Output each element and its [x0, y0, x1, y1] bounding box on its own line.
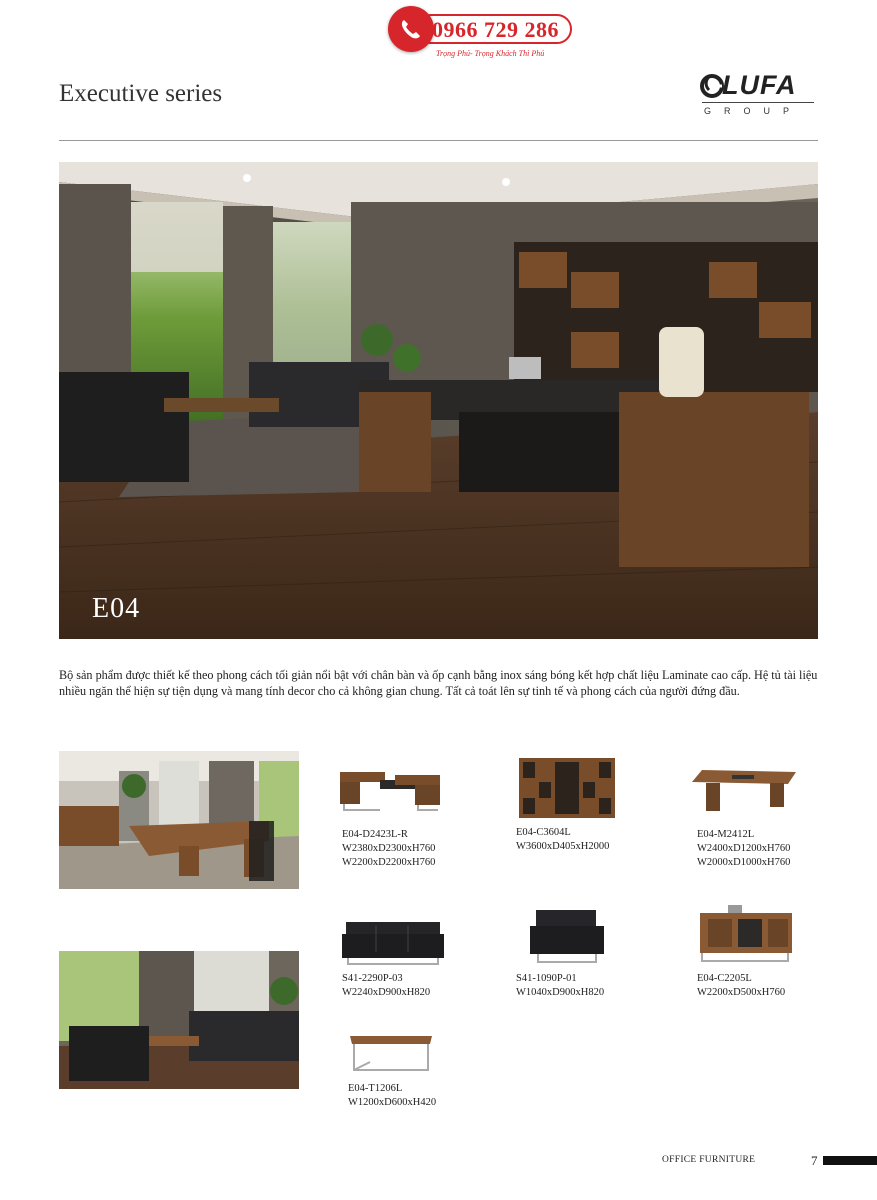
product-dimension: W2240xD900xH820: [342, 987, 431, 998]
header-divider: [59, 140, 818, 141]
product-image-desk: [340, 770, 442, 812]
phone-icon: [388, 6, 434, 52]
product-code: E04-C2205L: [697, 973, 752, 984]
product-dimension: W1200xD600xH420: [348, 1097, 437, 1108]
footer-bar: [823, 1156, 877, 1165]
page-title: Executive series: [59, 80, 223, 107]
page-number: 7: [811, 1153, 818, 1168]
product-dimension: W1040xD900xH820: [516, 987, 605, 998]
product-code: E04-D2423L-R: [342, 829, 408, 840]
product-code: E04-T1206L: [348, 1083, 403, 1094]
product-image-meeting-table: [692, 770, 796, 814]
brand-subtitle: GROUP: [704, 106, 803, 116]
hero-photo: [59, 162, 818, 639]
product-image-sofa-3-seat: [342, 922, 444, 966]
logo-underline: [702, 102, 814, 103]
product-dimension: W2200xD2200xH760: [342, 857, 436, 868]
hero-product-code: E04: [92, 593, 141, 624]
phone-banner[interactable]: [388, 6, 574, 58]
phone-number[interactable]: 0966 729 286: [432, 17, 559, 42]
product-image-bookcase: [519, 758, 615, 818]
phone-slogan: Trọng Phú- Trọng Khách Thì Phú: [436, 49, 545, 58]
product-dimension: W2400xD1200xH760: [697, 843, 791, 854]
product-image-sideboard: [698, 905, 794, 963]
lounge-thumbnail: [59, 951, 299, 1089]
product-image-armchair: [530, 910, 604, 964]
product-code: S41-1090P-01: [516, 973, 577, 984]
product-image-coffee-table: [350, 1032, 432, 1074]
product-code: E04-M2412L: [697, 829, 755, 840]
footer-label: OFFICE FURNITURE: [662, 1155, 756, 1165]
product-dimension: W2380xD2300xH760: [342, 843, 436, 854]
product-dimension: W2000xD1000xH760: [697, 857, 791, 868]
brand-name: LUFA: [722, 70, 797, 100]
product-code: E04-C3604L: [516, 827, 571, 838]
product-code: S41-2290P-03: [342, 973, 403, 984]
logo-mark-icon: [700, 72, 724, 100]
product-dimension: W2200xD500xH760: [697, 987, 786, 998]
product-dimension: W3600xD405xH2000: [516, 841, 610, 852]
description-text: Bộ sản phẩm được thiết kế theo phong cách tối giản nổi bật với chân bàn và ốp cạnh bằng inox sáng bóng kết hợp chất liệu Laminate cao cấp. Hệ tủ tài liệu nhiều ngăn thể hiện sự tiện dụng và mang tính decor cho cả không gian chung. Tất cả toát lên sự tinh tế và phong cách của người đứng đầu.: [59, 668, 818, 698]
brand-logo: [700, 70, 820, 122]
meeting-room-thumbnail: [59, 751, 299, 889]
